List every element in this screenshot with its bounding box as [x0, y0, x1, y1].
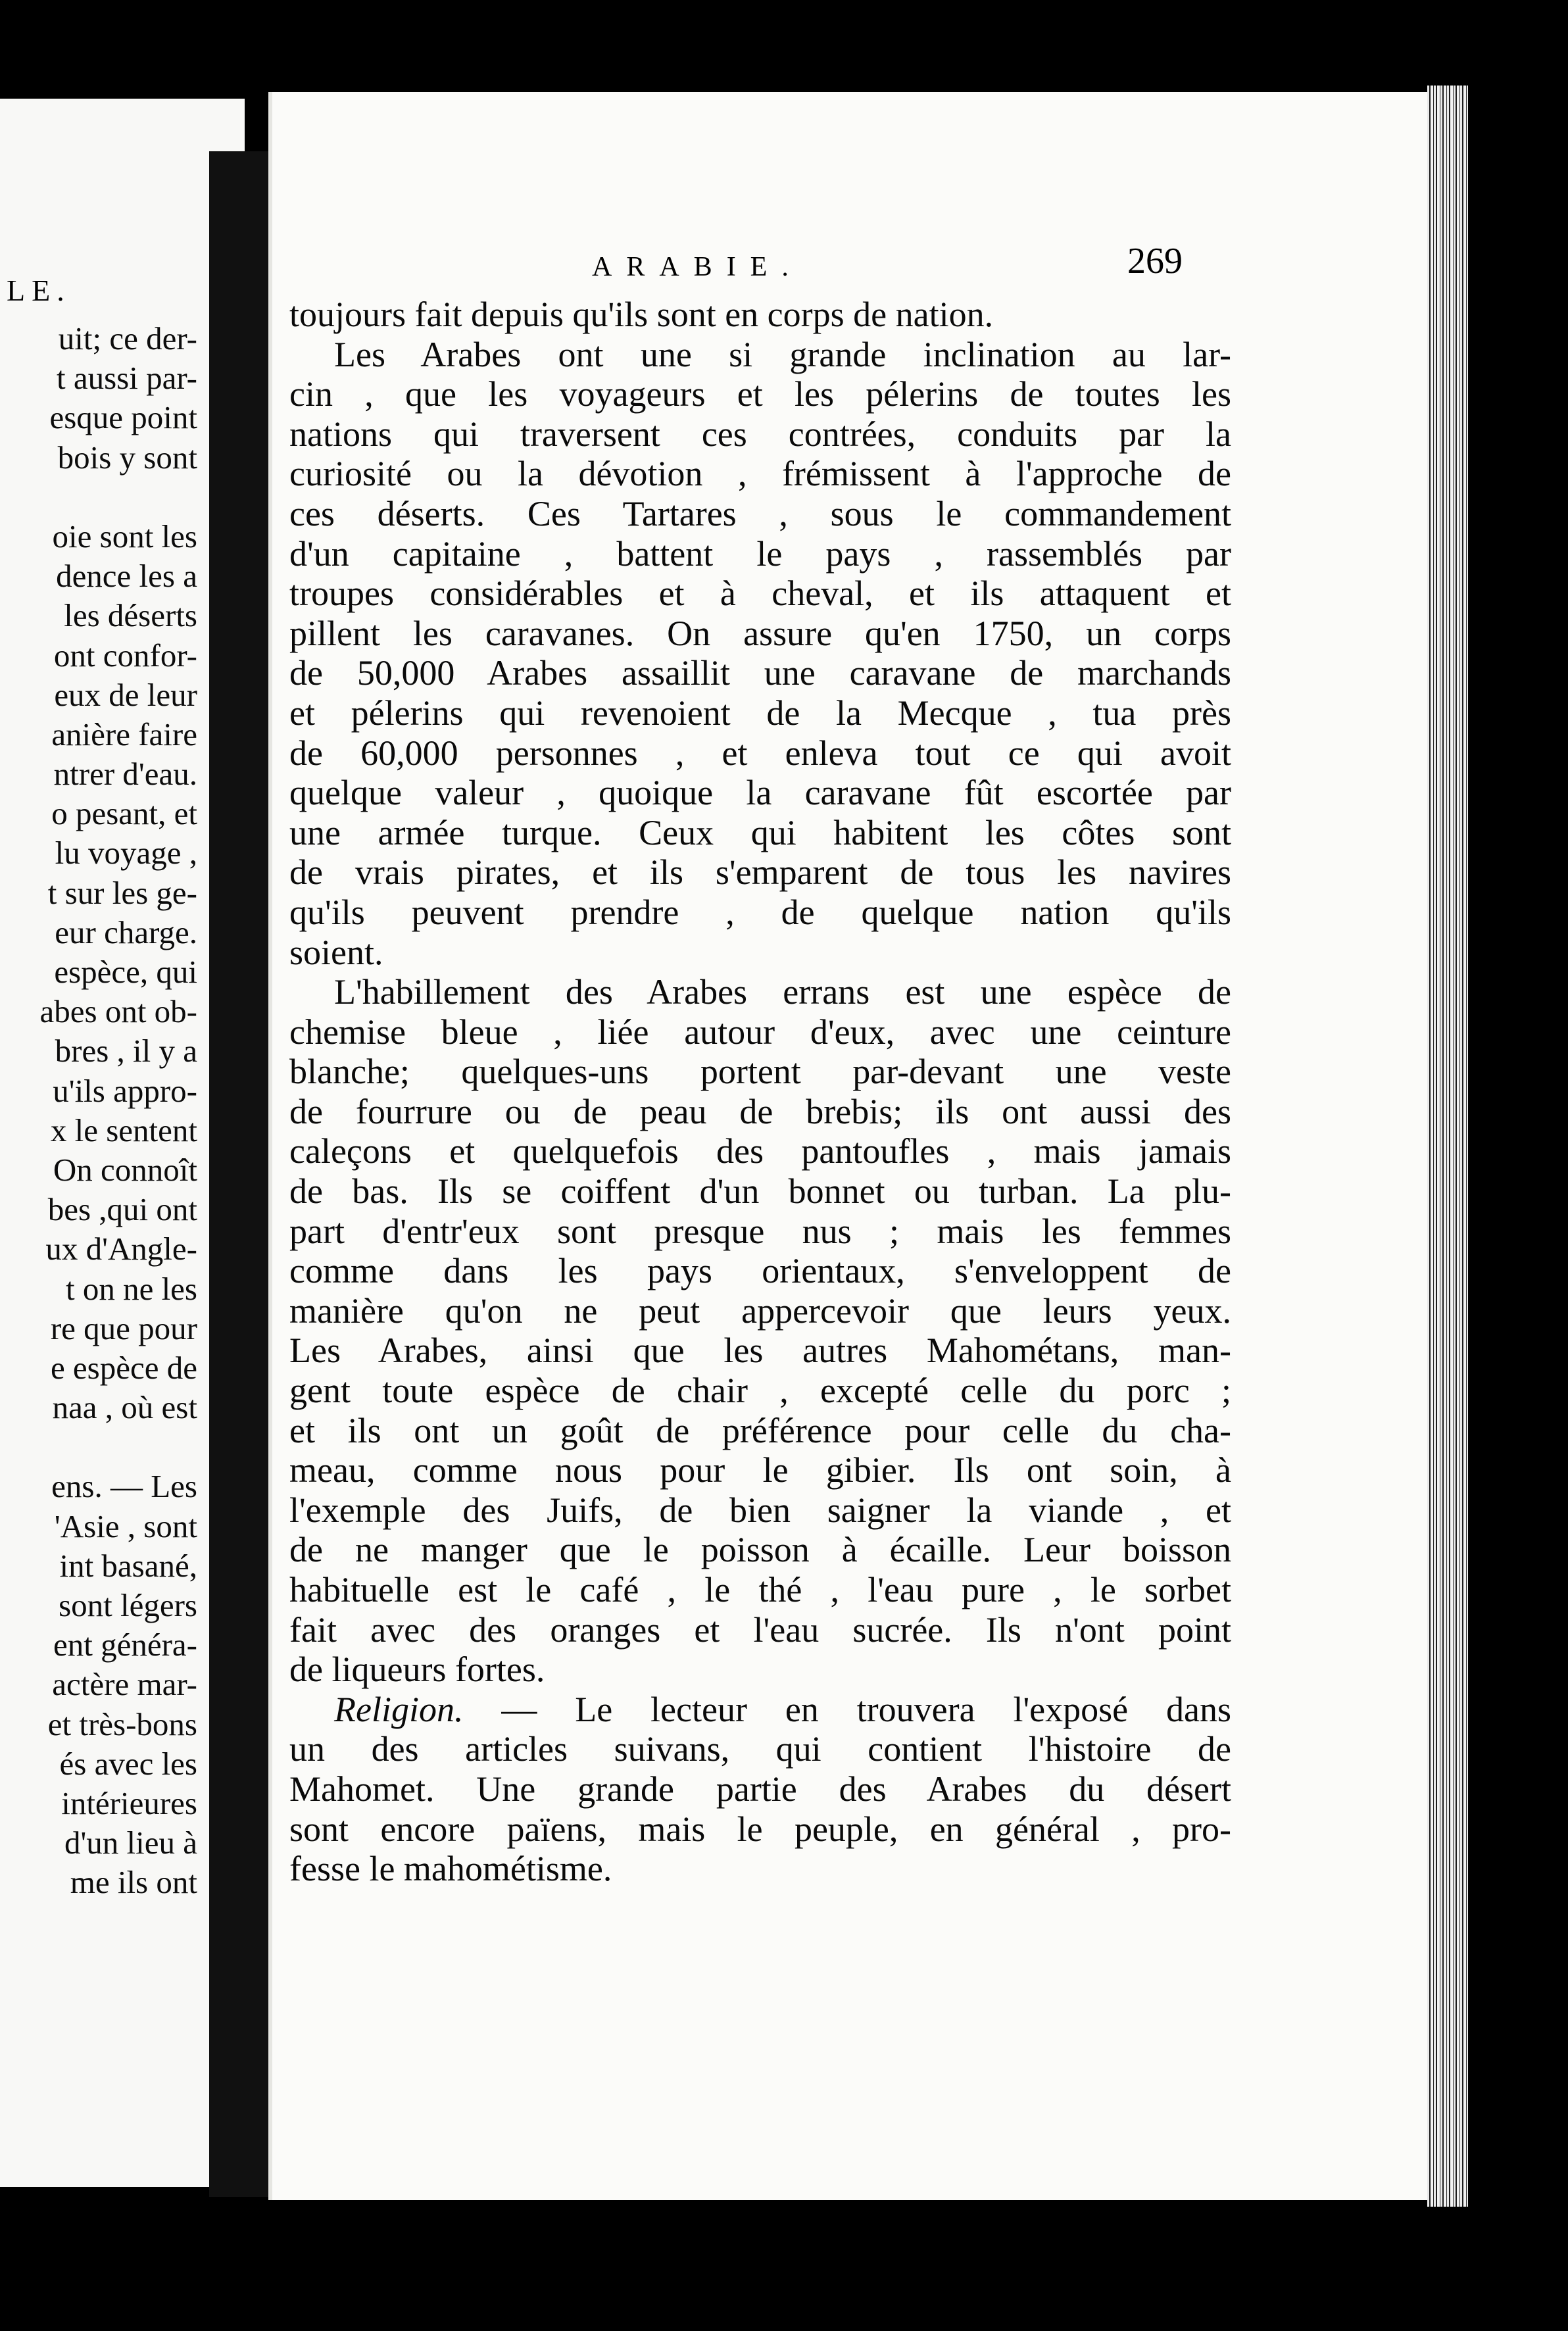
previous-page-line: sont légers — [50, 1587, 197, 1623]
previous-page-line: t aussi par- — [56, 360, 197, 397]
page-edges — [1427, 86, 1468, 2207]
previous-page-line: t sur les ge- — [47, 874, 197, 911]
previous-page-line: abes ont ob- — [39, 993, 197, 1030]
text-line: soient. — [289, 932, 383, 972]
previous-page-line: ont confor- — [53, 637, 197, 674]
previous-page-line: anière faire — [51, 716, 197, 752]
previous-page-line: bois y sont — [49, 439, 197, 476]
previous-page-line: o pesant, et — [51, 795, 197, 832]
text-line: un des articles suivans, qui contient l'histoire de — [289, 1729, 1231, 1769]
text-line: habituelle est le café , le thé , l'eau pure , le sorbet — [289, 1570, 1231, 1609]
text-line: une armée turque. Ceux qui habitent les côtes sont — [289, 812, 1231, 852]
text-line: part d'entr'eux sont presque nus ; mais les femmes — [289, 1211, 1231, 1251]
text-line: sont encore païens, mais le peuple, en général , pro- — [289, 1809, 1231, 1849]
previous-page-line: les déserts — [56, 597, 197, 634]
previous-page-line: x le sentent — [50, 1112, 197, 1148]
previous-page-line: eux de leur — [54, 676, 197, 713]
text-line: l'exemple des Juifs, de bien saigner la viande , et — [289, 1490, 1231, 1530]
text-line: fait avec des oranges et l'eau sucrée. Ils n'ont point — [289, 1609, 1231, 1650]
body-text — [289, 295, 1231, 1889]
previous-page-line: espèce, qui — [54, 954, 197, 990]
previous-page-line: eur charge. — [55, 914, 197, 950]
previous-page-line: actère mar- — [52, 1666, 197, 1703]
previous-page-line: intérieures — [53, 1784, 197, 1821]
previous-page-line: t on ne les — [65, 1270, 197, 1307]
text-line: fesse le mahométisme. — [289, 1849, 612, 1889]
previous-page-line: 'Asie , sont — [54, 1508, 197, 1544]
text-line: qu'ils peuvent prendre , de quelque nation qu'ils — [289, 892, 1231, 932]
text-line: comme dans les pays orientaux, s'enveloppent de — [289, 1251, 1231, 1291]
text-line: de fourrure ou de peau de brebis; ils ont aussi des — [289, 1091, 1231, 1131]
text-line: de 50,000 Arabes assaillit une caravane de marchands — [289, 653, 1231, 693]
text-line: curiosité ou la dévotion , frémissent à l'approche de — [289, 454, 1231, 494]
book-gutter — [209, 151, 272, 2197]
previous-page-header: LE. — [7, 274, 71, 307]
previous-page-line: me ils ont — [70, 1864, 197, 1901]
previous-page-line: bes ,qui ont — [47, 1191, 197, 1228]
text-line: troupes considérables et à cheval, et ils attaquent et — [289, 574, 1231, 614]
text-line: de liqueurs fortes. — [289, 1650, 545, 1690]
previous-page-line: oie sont les — [52, 518, 197, 554]
text-line: toujours fait depuis qu'ils sont en corps de nation. — [289, 295, 994, 334]
text-line: Les Arabes ont une si grande inclination au lar- — [334, 334, 1231, 374]
text-line: chemise bleue , liée autour d'eux, avec une ceinture — [289, 1012, 1231, 1052]
text-line: et ils ont un goût de préférence pour celle du cha- — [289, 1410, 1231, 1450]
text-line: de bas. Ils se coiffent d'un bonnet ou turban. La plu- — [289, 1171, 1231, 1212]
previous-page-line: et très-bons — [47, 1705, 197, 1742]
previous-page-line: int basané, — [59, 1547, 197, 1584]
text-line: L'habillement des Arabes errans est une espèce de — [334, 972, 1231, 1012]
text-line: gent toute espèce de chair , excepté celle du porc ; — [289, 1371, 1231, 1411]
text-line: blanche; quelques-uns portent par-devant une veste — [289, 1052, 1231, 1092]
previous-page-line: ent généra- — [53, 1627, 197, 1663]
text-line: de vrais pirates, et ils s'emparent de tous les navires — [289, 852, 1231, 893]
text-line: caleçons et quelquefois des pantoufles , mais jamais — [289, 1131, 1231, 1171]
previous-page-line: uit; ce der- — [58, 320, 197, 356]
text-line: Les Arabes, ainsi que les autres Mahométans, man- — [289, 1331, 1231, 1371]
text-line: quelque valeur , quoique la caravane fût escortée par — [289, 773, 1231, 813]
text-line: et pélerins qui revenoient de la Mecque , tua près — [289, 693, 1231, 733]
previous-page-line — [40, 1427, 198, 1467]
previous-page-line: bres , il y a — [55, 1033, 197, 1069]
text-line: cin , que les voyageurs et les pélerins de toutes les — [289, 374, 1231, 414]
previous-page-line: lu voyage , — [55, 835, 197, 871]
previous-page-line: On connoît — [53, 1151, 197, 1188]
text-line: nations qui traversent ces contrées, conduits par la — [289, 414, 1231, 454]
text-line: meau, comme nous pour le gibier. Ils ont soin, à — [289, 1450, 1231, 1490]
previous-page-text — [40, 319, 198, 1903]
previous-page-line: dence les a — [56, 558, 197, 595]
previous-page-line: u'ils appro- — [53, 1072, 197, 1109]
text-line: ces déserts. Ces Tartares , sous le commandement — [289, 493, 1231, 533]
previous-page-line: ens. — Les — [51, 1468, 197, 1505]
text-line: Religion. — Le lecteur en trouvera l'exposé dans — [334, 1689, 1231, 1729]
previous-page-line: ntrer d'eau. — [53, 756, 197, 793]
text-line: Mahomet. Une grande partie des Arabes du désert — [289, 1769, 1231, 1809]
previous-page-line: és avec les — [59, 1745, 197, 1782]
previous-page-line: re que pour — [50, 1310, 197, 1346]
previous-page-line: esque point — [49, 399, 197, 436]
text-line: pillent les caravanes. On assure qu'en 1750, un corps — [289, 613, 1231, 653]
running-head: ARABIE. — [592, 252, 803, 282]
previous-page-fragment — [0, 99, 245, 2187]
previous-page-line: ux d'Angle- — [45, 1231, 197, 1267]
previous-page-line: d'un lieu à — [64, 1825, 197, 1861]
text-line: de 60,000 personnes , et enleva tout ce qui avoit — [289, 733, 1231, 773]
previous-page-line — [40, 478, 198, 517]
previous-page-line: naa , où est — [52, 1389, 197, 1426]
text-line: de ne manger que le poisson à écaille. Leur boisson — [289, 1530, 1231, 1570]
page-number: 269 — [1127, 241, 1183, 282]
text-line: d'un capitaine , battent le pays , rassemblés par — [289, 533, 1231, 574]
text-line: manière qu'on ne peut appercevoir que leurs yeux. — [289, 1290, 1231, 1331]
previous-page-line: e espèce de — [50, 1349, 197, 1386]
